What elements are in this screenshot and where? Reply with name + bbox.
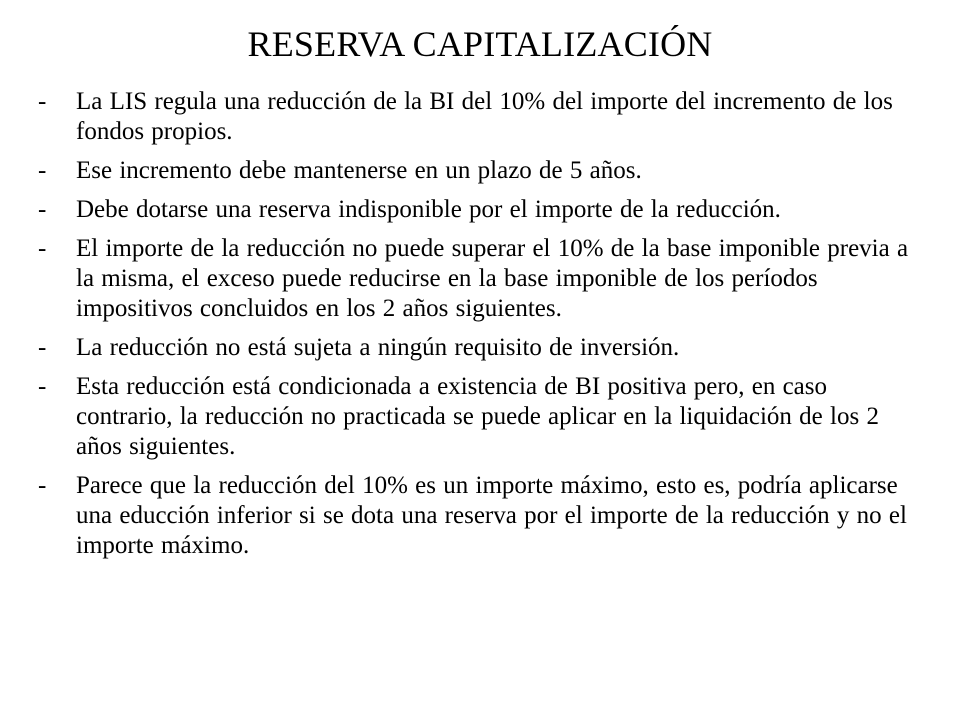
bullet-item-6 (38, 372, 918, 462)
bullet-item-2 (38, 156, 918, 186)
bullet-marker: - (38, 157, 47, 184)
bullet-text: Esta reducción está condicionada a existencia de BI positiva pero, en caso contrario, la reducción no practicada se puede aplicar en la liquidación de los 2 años siguientes. (76, 373, 879, 460)
bullet-item-1 (38, 87, 918, 147)
bullet-marker: - (38, 196, 47, 223)
bullet-list (38, 87, 918, 570)
bullet-text: La LIS regula una reducción de la BI del 10% del importe del incremento de los fondos propios. (76, 88, 893, 145)
bullet-marker: - (38, 235, 47, 262)
bullet-item-7 (38, 471, 918, 561)
bullet-marker: - (38, 373, 47, 400)
bullet-text: Ese incremento debe mantenerse en un plazo de 5 años. (76, 157, 642, 184)
bullet-text: La reducción no está sujeta a ningún requisito de inversión. (76, 334, 680, 361)
slide-title: RESERVA CAPITALIZACIÓN (247, 24, 713, 64)
bullet-text: Parece que la reducción del 10% es un importe máximo, esto es, podría aplicarse una educción inferior si se dota una reserva por el importe de la reducción y no el importe máximo. (76, 472, 907, 559)
bullet-marker: - (38, 334, 47, 361)
bullet-item-4 (38, 234, 918, 324)
bullet-text: Debe dotarse una reserva indisponible por el importe de la reducción. (76, 196, 781, 223)
bullet-marker: - (38, 472, 47, 499)
bullet-marker: - (38, 88, 47, 115)
bullet-item-5 (38, 333, 918, 363)
bullet-item-3 (38, 195, 918, 225)
bullet-text: El importe de la reducción no puede superar el 10% de la base imponible previa a la misma, el exceso puede reducirse en la base imponible de los períodos impositivos concluidos en los 2 años siguientes. (76, 235, 909, 322)
